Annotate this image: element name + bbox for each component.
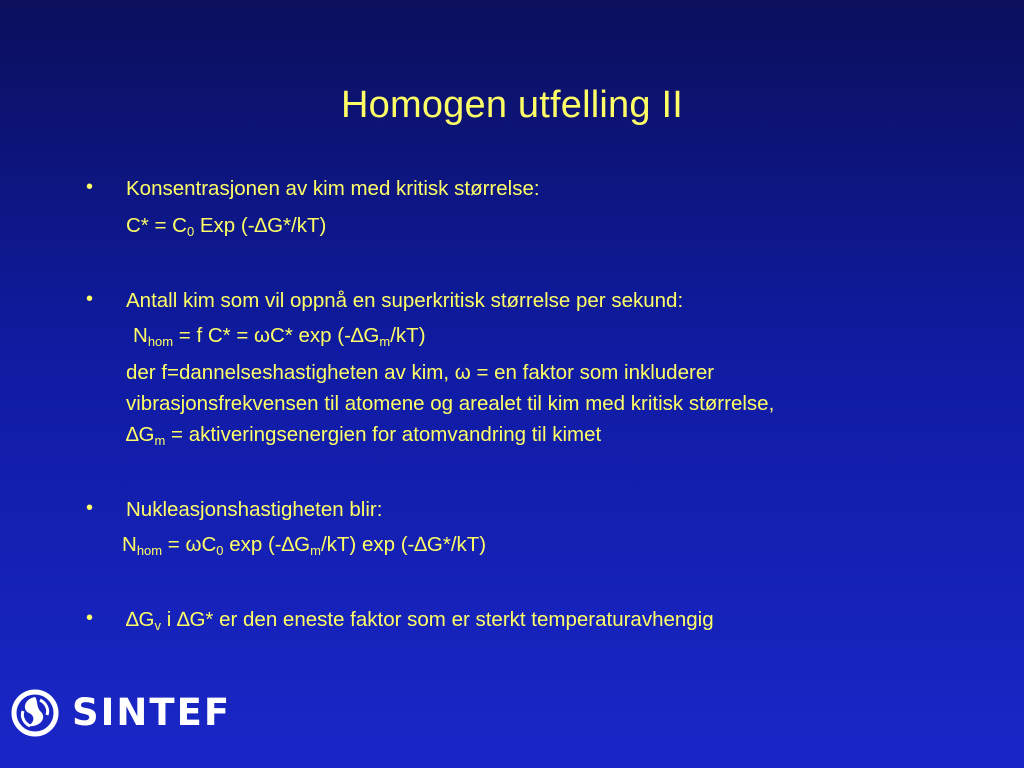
bullet-marker: • <box>86 176 94 198</box>
bullet-4-text: $\Delta G_v$ i ∆G* er den eneste faktor som er sterkt temperaturavhengig <box>126 608 714 633</box>
bullet-2-explanation-line-2: vibrasjonsfrekvensen til atomene og arealet til kim med kritisk størrelse, <box>126 392 775 415</box>
bullet-3-text: Nukleasjonshastigheten blir: <box>126 498 383 521</box>
bullet-2-text: Antall kim som vil oppnå en superkritisk størrelse per sekund: <box>126 289 684 312</box>
bullet-1-text: Konsentrasjonen av kim med kritisk størrelse: <box>126 177 540 200</box>
bullet-2-explanation-line-1: der f=dannelseshastigheten av kim, ω = en faktor som inkluderer <box>126 361 715 384</box>
sintef-logo <box>10 688 250 738</box>
sintef-logo-text: SINTEF <box>72 691 232 734</box>
bullet-1-formula: $C* = C_0$ Exp (-∆G*/kT) <box>126 214 327 239</box>
bullet-2-explanation-line-3: $\Delta G_m$ = aktiveringsenergien for atomvandring til kimet <box>126 423 602 448</box>
bullet-2-formula: $N_{hom} = f$ C* = ωC* $\exp (-\Delta G_m/kT)$ <box>133 324 426 349</box>
bullet-marker: • <box>86 497 94 519</box>
bullet-marker: • <box>86 607 94 629</box>
bullet-marker: • <box>86 288 94 310</box>
slide-title: Homogen utfelling II <box>341 84 683 126</box>
bullet-3-formula: $N_{hom} = \omega C_0$ $\exp (-\Delta G_m/kT)$ exp (-∆G*/kT) <box>122 533 487 558</box>
sintef-logo-icon <box>10 688 60 738</box>
